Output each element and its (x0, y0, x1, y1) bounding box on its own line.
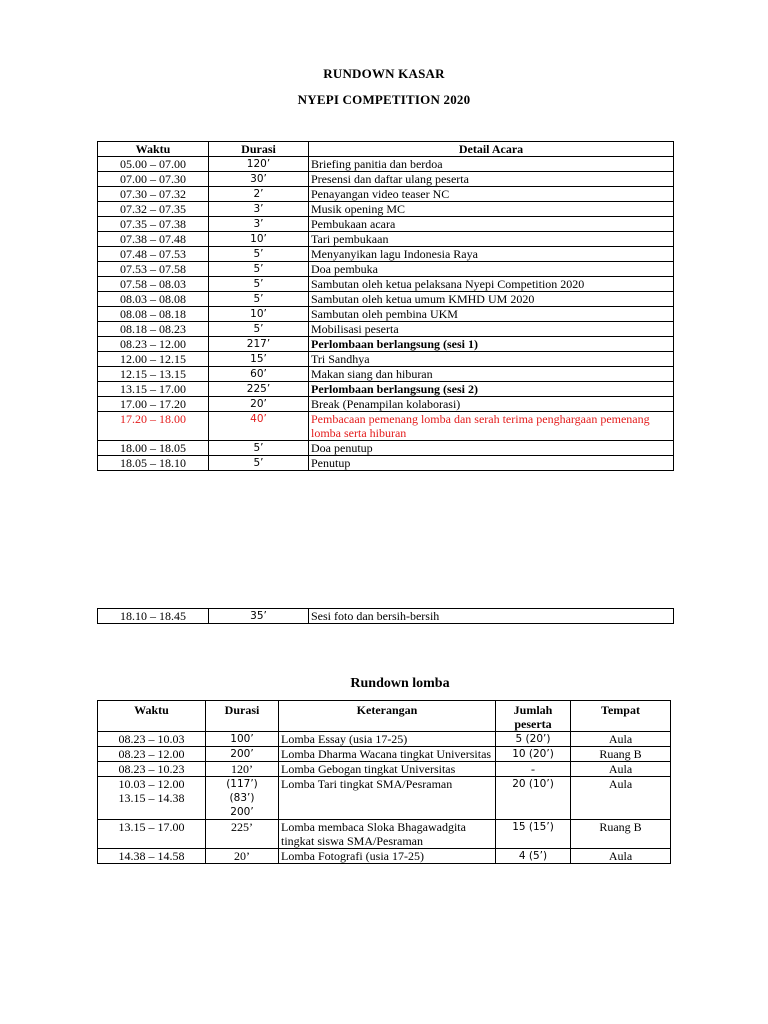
cell-durasi: 20’ (209, 397, 309, 412)
table-row (98, 441, 674, 456)
table-row (98, 412, 674, 441)
cell-detail: Perlombaan berlangsung (sesi 2) (309, 382, 674, 397)
cell-durasi: 5’ (209, 322, 309, 337)
table-row (98, 247, 674, 262)
cell-durasi: 217’ (209, 337, 309, 352)
cell-keterangan: Lomba Essay (usia 17-25) (279, 732, 496, 747)
cell-waktu-line1: 10.03 – 12.00 (118, 777, 185, 791)
column-header-durasi: Durasi (209, 142, 309, 157)
cell-waktu-line2: 13.15 – 14.38 (118, 791, 185, 805)
cell-jumlah: 15 (15’) (496, 820, 571, 849)
cell-detail: Makan siang dan hiburan (309, 367, 674, 382)
table-row (98, 747, 671, 762)
lomba-header-jumlah-line1: Jumlah (513, 703, 553, 717)
cell-waktu: 08.18 – 08.23 (98, 322, 209, 337)
table-row (98, 820, 671, 849)
lomba-header-jumlah (496, 701, 571, 732)
cell-detail: Pembukaan acara (309, 217, 674, 232)
cell-waktu: 07.32 – 07.35 (98, 202, 209, 217)
cell-jumlah: 20 (10’) (496, 777, 571, 820)
cell-waktu: 14.38 – 14.58 (98, 849, 206, 864)
cell-waktu: 12.15 – 13.15 (98, 367, 209, 382)
cell-detail: Break (Penampilan kolaborasi) (309, 397, 674, 412)
cell-detail: Presensi dan daftar ulang peserta (309, 172, 674, 187)
cell-durasi: 60’ (209, 367, 309, 382)
cell-waktu: 08.23 – 12.00 (98, 337, 209, 352)
cell-waktu: 07.30 – 07.32 (98, 187, 209, 202)
table-row (98, 232, 674, 247)
cell-waktu: 05.00 – 07.00 (98, 157, 209, 172)
cell-durasi: 5’ (209, 456, 309, 471)
cell-durasi: 5’ (209, 277, 309, 292)
cell-tempat: Aula (571, 777, 671, 820)
cell-detail: Doa penutup (309, 441, 674, 456)
cell-tempat: Aula (571, 762, 671, 777)
cell-durasi: 3’ (209, 217, 309, 232)
lomba-header-jumlah-line2: peserta (514, 717, 552, 731)
cell-durasi: 10’ (209, 307, 309, 322)
cell-durasi: 30’ (209, 172, 309, 187)
cell-waktu: 12.00 – 12.15 (98, 352, 209, 367)
table-row (98, 292, 674, 307)
cell-waktu: 18.05 – 18.10 (98, 456, 209, 471)
rundown-extra-table (97, 608, 674, 624)
cell-waktu: 18.00 – 18.05 (98, 441, 209, 456)
lomba-header-durasi: Durasi (206, 701, 279, 732)
table-row (98, 262, 674, 277)
cell-durasi-line3: 200’ (230, 806, 254, 818)
lomba-header-tempat: Tempat (571, 701, 671, 732)
cell-waktu: 17.20 – 18.00 (98, 412, 209, 441)
cell-waktu: 07.38 – 07.48 (98, 232, 209, 247)
cell-waktu: 08.23 – 12.00 (98, 747, 206, 762)
rundown-table (97, 141, 674, 471)
table-row (98, 307, 674, 322)
cell-detail: Penayangan video teaser NC (309, 187, 674, 202)
cell-durasi: 200’ (206, 747, 279, 762)
cell-durasi: 5’ (209, 441, 309, 456)
cell-durasi-line2: (83’) (229, 792, 255, 804)
cell-durasi: 120’ (206, 762, 279, 777)
document-title: RUNDOWN KASAR (323, 66, 445, 81)
cell-durasi: 100’ (206, 732, 279, 747)
cell-waktu: 13.15 – 17.00 (98, 382, 209, 397)
table-row (98, 352, 674, 367)
cell-detail: Mobilisasi peserta (309, 322, 674, 337)
cell-durasi: 5’ (209, 262, 309, 277)
cell-waktu: 07.58 – 08.03 (98, 277, 209, 292)
cell-tempat: Aula (571, 732, 671, 747)
cell-keterangan: Lomba Fotografi (usia 17-25) (279, 849, 496, 864)
cell-detail: Tari pembukaan (309, 232, 674, 247)
table-row (98, 777, 671, 820)
cell-keterangan: Lomba Gebogan tingkat Universitas (279, 762, 496, 777)
cell-durasi: 40’ (209, 412, 309, 441)
cell-waktu: 08.08 – 08.18 (98, 307, 209, 322)
cell-waktu: 08.23 – 10.23 (98, 762, 206, 777)
cell-waktu: 07.53 – 07.58 (98, 262, 209, 277)
table-row (98, 337, 674, 352)
cell-waktu: 07.35 – 07.38 (98, 217, 209, 232)
table-row (98, 217, 674, 232)
cell-waktu: 13.15 – 17.00 (98, 820, 206, 849)
table-row (98, 382, 674, 397)
cell-durasi: 225’ (209, 382, 309, 397)
cell-durasi: 3’ (209, 202, 309, 217)
cell-keterangan: Lomba Dharma Wacana tingkat Universitas (279, 747, 496, 762)
table-row (98, 762, 671, 777)
cell-detail: Sesi foto dan bersih-bersih (309, 609, 674, 624)
cell-waktu: 18.10 – 18.45 (98, 609, 209, 624)
cell-detail: Perlombaan berlangsung (sesi 1) (309, 337, 674, 352)
cell-waktu: 07.00 – 07.30 (98, 172, 209, 187)
table-row (98, 732, 671, 747)
cell-waktu: 08.23 – 10.03 (98, 732, 206, 747)
column-header-detail: Detail Acara (309, 142, 674, 157)
column-header-waktu: Waktu (98, 142, 209, 157)
cell-jumlah: 5 (20’) (496, 732, 571, 747)
cell-detail: Briefing panitia dan berdoa (309, 157, 674, 172)
table-row (98, 397, 674, 412)
cell-keterangan: Lomba membaca Sloka Bhagawadgita tingkat siswa SMA/Pesraman (279, 820, 496, 849)
cell-tempat: Ruang B (571, 747, 671, 762)
cell-detail: Doa pembuka (309, 262, 674, 277)
lomba-section-title: Rundown lomba (350, 676, 450, 691)
cell-durasi: 5’ (209, 292, 309, 307)
cell-waktu: 07.48 – 07.53 (98, 247, 209, 262)
cell-detail: Musik opening MC (309, 202, 674, 217)
cell-durasi: 20’ (206, 849, 279, 864)
cell-durasi: 15’ (209, 352, 309, 367)
cell-jumlah: - (496, 762, 571, 777)
cell-durasi: 2’ (209, 187, 309, 202)
cell-tempat: Ruang B (571, 820, 671, 849)
table-row (98, 322, 674, 337)
table-row (98, 277, 674, 292)
table-row (98, 849, 671, 864)
cell-detail: Tri Sandhya (309, 352, 674, 367)
cell-detail: Sambutan oleh ketua pelaksana Nyepi Competition 2020 (309, 277, 674, 292)
table-row (98, 367, 674, 382)
cell-waktu (98, 777, 206, 820)
cell-detail: Sambutan oleh ketua umum KMHD UM 2020 (309, 292, 674, 307)
cell-detail: Sambutan oleh pembina UKM (309, 307, 674, 322)
table-row (98, 172, 674, 187)
cell-durasi: 225’ (206, 820, 279, 849)
cell-detail: Penutup (309, 456, 674, 471)
cell-durasi: 10’ (209, 232, 309, 247)
document-subtitle: NYEPI COMPETITION 2020 (297, 92, 471, 107)
table-row (98, 157, 674, 172)
cell-waktu: 17.00 – 17.20 (98, 397, 209, 412)
cell-jumlah: 10 (20’) (496, 747, 571, 762)
cell-durasi-line1: (117’) (226, 778, 258, 790)
table-row (98, 202, 674, 217)
cell-detail: Menyanyikan lagu Indonesia Raya (309, 247, 674, 262)
cell-durasi: 5’ (209, 247, 309, 262)
cell-tempat: Aula (571, 849, 671, 864)
lomba-header-keterangan: Keterangan (279, 701, 496, 732)
table-row (98, 456, 674, 471)
cell-keterangan: Lomba Tari tingkat SMA/Pesraman (279, 777, 496, 820)
cell-durasi (206, 777, 279, 820)
table-header-row (98, 142, 674, 157)
cell-waktu: 08.03 – 08.08 (98, 292, 209, 307)
table-row (98, 609, 674, 624)
cell-jumlah: 4 (5’) (496, 849, 571, 864)
cell-detail: Pembacaan pemenang lomba dan serah terima penghargaan pemenang lomba serta hiburan (309, 412, 674, 441)
cell-durasi: 35’ (209, 609, 309, 624)
cell-durasi: 120’ (209, 157, 309, 172)
lomba-header-waktu: Waktu (98, 701, 206, 732)
table-row (98, 187, 674, 202)
lomba-header-row (98, 701, 671, 732)
lomba-table (97, 700, 671, 864)
